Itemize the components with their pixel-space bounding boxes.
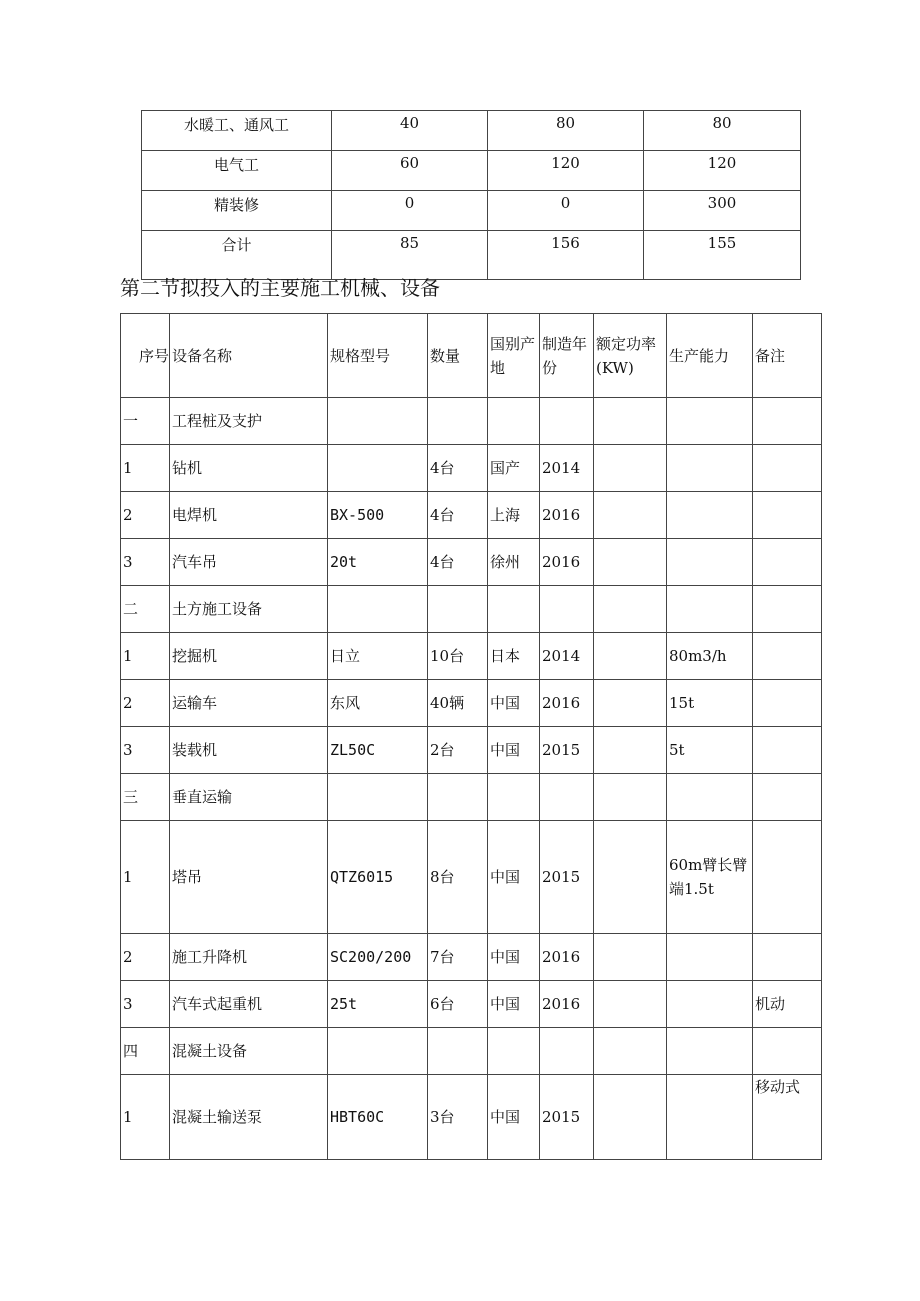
equipment-header-cell: 设备名称 xyxy=(170,314,328,398)
equipment-cell: 2015 xyxy=(540,821,594,934)
equipment-cell: 3台 xyxy=(428,1075,488,1160)
equipment-cell: 5t xyxy=(667,727,753,774)
labor-count-cell: 80 xyxy=(488,111,644,151)
equipment-header-cell: 数量 xyxy=(428,314,488,398)
equipment-cell: 1 xyxy=(121,821,170,934)
labor-trade-cell: 水暖工、通风工 xyxy=(142,111,332,151)
equipment-row xyxy=(121,934,822,981)
equipment-cell: SC200/200 xyxy=(328,934,428,981)
equipment-cell xyxy=(753,445,822,492)
equipment-row xyxy=(121,680,822,727)
equipment-row xyxy=(121,586,822,633)
equipment-cell xyxy=(753,586,822,633)
equipment-cell xyxy=(594,1075,667,1160)
equipment-table xyxy=(120,313,822,1160)
equipment-cell xyxy=(667,1075,753,1160)
equipment-header-cell: 额定功率(KW) xyxy=(594,314,667,398)
labor-count-cell: 156 xyxy=(488,231,644,280)
equipment-cell: 2 xyxy=(121,680,170,727)
equipment-cell xyxy=(667,445,753,492)
equipment-cell xyxy=(488,774,540,821)
equipment-cell: 3 xyxy=(121,981,170,1028)
equipment-cell: 中国 xyxy=(488,727,540,774)
equipment-cell xyxy=(594,539,667,586)
equipment-cell xyxy=(594,821,667,934)
equipment-cell: 日本 xyxy=(488,633,540,680)
labor-count-cell: 80 xyxy=(644,111,801,151)
equipment-cell xyxy=(753,821,822,934)
equipment-row xyxy=(121,774,822,821)
equipment-cell: 中国 xyxy=(488,821,540,934)
equipment-cell xyxy=(594,981,667,1028)
equipment-cell xyxy=(328,586,428,633)
equipment-cell: 1 xyxy=(121,633,170,680)
equipment-cell xyxy=(428,586,488,633)
equipment-header-cell: 制造年份 xyxy=(540,314,594,398)
equipment-cell xyxy=(667,492,753,539)
equipment-cell: 1 xyxy=(121,445,170,492)
equipment-cell xyxy=(540,774,594,821)
equipment-cell xyxy=(594,398,667,445)
equipment-row xyxy=(121,821,822,934)
equipment-cell: 国产 xyxy=(488,445,540,492)
equipment-cell xyxy=(428,398,488,445)
labor-row xyxy=(142,111,801,151)
equipment-cell: 4台 xyxy=(428,445,488,492)
equipment-cell xyxy=(328,445,428,492)
equipment-row xyxy=(121,398,822,445)
equipment-cell: 移动式 xyxy=(753,1075,822,1160)
equipment-header-row xyxy=(121,314,822,398)
equipment-cell: 混凝土设备 xyxy=(170,1028,328,1075)
equipment-cell: 徐州 xyxy=(488,539,540,586)
labor-count-cell: 120 xyxy=(644,151,801,191)
equipment-cell: 2台 xyxy=(428,727,488,774)
equipment-cell xyxy=(488,586,540,633)
labor-count-cell: 60 xyxy=(332,151,488,191)
equipment-row xyxy=(121,633,822,680)
equipment-cell: 土方施工设备 xyxy=(170,586,328,633)
labor-row xyxy=(142,151,801,191)
equipment-row xyxy=(121,981,822,1028)
equipment-cell: 混凝土输送泵 xyxy=(170,1075,328,1160)
section-title: 第二节拟投入的主要施工机械、设备 xyxy=(120,276,440,300)
equipment-header-cell: 国别产地 xyxy=(488,314,540,398)
equipment-cell xyxy=(594,492,667,539)
equipment-cell xyxy=(328,398,428,445)
equipment-cell: 4台 xyxy=(428,539,488,586)
equipment-row xyxy=(121,1028,822,1075)
equipment-cell xyxy=(428,1028,488,1075)
equipment-cell: 80m3/h xyxy=(667,633,753,680)
equipment-cell: 上海 xyxy=(488,492,540,539)
equipment-cell: 汽车吊 xyxy=(170,539,328,586)
equipment-cell: 汽车式起重机 xyxy=(170,981,328,1028)
equipment-cell: 2016 xyxy=(540,981,594,1028)
equipment-cell: 四 xyxy=(121,1028,170,1075)
equipment-cell xyxy=(753,680,822,727)
equipment-cell: 1 xyxy=(121,1075,170,1160)
equipment-cell xyxy=(540,398,594,445)
equipment-row xyxy=(121,539,822,586)
equipment-cell: 工程桩及支护 xyxy=(170,398,328,445)
labor-trade-cell: 精装修 xyxy=(142,191,332,231)
equipment-cell: 一 xyxy=(121,398,170,445)
equipment-cell: 2014 xyxy=(540,445,594,492)
equipment-cell xyxy=(328,1028,428,1075)
equipment-cell xyxy=(594,774,667,821)
equipment-cell: 日立 xyxy=(328,633,428,680)
labor-count-cell: 155 xyxy=(644,231,801,280)
equipment-cell: 3 xyxy=(121,727,170,774)
equipment-cell: HBT60C xyxy=(328,1075,428,1160)
equipment-cell xyxy=(753,398,822,445)
equipment-cell: 机动 xyxy=(753,981,822,1028)
equipment-cell xyxy=(488,1028,540,1075)
equipment-cell: 三 xyxy=(121,774,170,821)
equipment-cell: 中国 xyxy=(488,1075,540,1160)
equipment-cell: BX-500 xyxy=(328,492,428,539)
equipment-cell: QTZ6015 xyxy=(328,821,428,934)
labor-trade-cell: 电气工 xyxy=(142,151,332,191)
labor-count-cell: 85 xyxy=(332,231,488,280)
equipment-cell: 中国 xyxy=(488,680,540,727)
equipment-header-cell: 生产能力 xyxy=(667,314,753,398)
labor-count-cell: 120 xyxy=(488,151,644,191)
equipment-cell: 东风 xyxy=(328,680,428,727)
equipment-cell xyxy=(667,539,753,586)
equipment-cell xyxy=(428,774,488,821)
equipment-cell xyxy=(488,398,540,445)
equipment-cell xyxy=(667,398,753,445)
labor-trade-cell: 合计 xyxy=(142,231,332,280)
labor-count-cell: 0 xyxy=(488,191,644,231)
equipment-cell: 6台 xyxy=(428,981,488,1028)
equipment-cell: 20t xyxy=(328,539,428,586)
equipment-cell xyxy=(753,539,822,586)
equipment-cell: 15t xyxy=(667,680,753,727)
equipment-header-cell: 序号 xyxy=(121,314,170,398)
equipment-cell: 4台 xyxy=(428,492,488,539)
equipment-cell xyxy=(667,1028,753,1075)
equipment-cell: 中国 xyxy=(488,981,540,1028)
equipment-cell: 2016 xyxy=(540,492,594,539)
equipment-cell: 8台 xyxy=(428,821,488,934)
equipment-cell xyxy=(594,727,667,774)
equipment-cell xyxy=(753,934,822,981)
equipment-cell: 7台 xyxy=(428,934,488,981)
equipment-cell: 2015 xyxy=(540,727,594,774)
labor-table xyxy=(141,110,801,280)
equipment-header-cell: 备注 xyxy=(753,314,822,398)
equipment-cell: 2016 xyxy=(540,539,594,586)
labor-row xyxy=(142,191,801,231)
equipment-cell: 60m臂长臂端1.5t xyxy=(667,821,753,934)
equipment-cell: 2 xyxy=(121,492,170,539)
equipment-cell: 2 xyxy=(121,934,170,981)
equipment-cell: 塔吊 xyxy=(170,821,328,934)
equipment-cell: 10台 xyxy=(428,633,488,680)
labor-count-cell: 300 xyxy=(644,191,801,231)
equipment-cell xyxy=(667,586,753,633)
equipment-cell xyxy=(753,774,822,821)
equipment-cell: 25t xyxy=(328,981,428,1028)
equipment-row xyxy=(121,1075,822,1160)
equipment-cell xyxy=(753,727,822,774)
equipment-cell: 2016 xyxy=(540,680,594,727)
equipment-cell xyxy=(667,981,753,1028)
equipment-cell xyxy=(594,934,667,981)
equipment-cell xyxy=(594,1028,667,1075)
equipment-cell xyxy=(667,934,753,981)
equipment-cell xyxy=(753,492,822,539)
equipment-cell: 垂直运输 xyxy=(170,774,328,821)
equipment-cell: 二 xyxy=(121,586,170,633)
equipment-cell xyxy=(540,1028,594,1075)
equipment-cell: 3 xyxy=(121,539,170,586)
equipment-cell: 运输车 xyxy=(170,680,328,727)
equipment-cell xyxy=(594,445,667,492)
equipment-cell: 挖掘机 xyxy=(170,633,328,680)
equipment-cell xyxy=(753,1028,822,1075)
equipment-row xyxy=(121,445,822,492)
equipment-cell: 40辆 xyxy=(428,680,488,727)
equipment-cell xyxy=(594,586,667,633)
equipment-row xyxy=(121,727,822,774)
equipment-row xyxy=(121,492,822,539)
equipment-cell: 装载机 xyxy=(170,727,328,774)
equipment-cell: ZL50C xyxy=(328,727,428,774)
equipment-cell xyxy=(753,633,822,680)
equipment-cell: 2014 xyxy=(540,633,594,680)
equipment-cell xyxy=(328,774,428,821)
equipment-cell: 2015 xyxy=(540,1075,594,1160)
equipment-cell: 电焊机 xyxy=(170,492,328,539)
equipment-cell xyxy=(667,774,753,821)
equipment-cell xyxy=(540,586,594,633)
equipment-cell xyxy=(594,680,667,727)
equipment-header-cell: 规格型号 xyxy=(328,314,428,398)
equipment-cell: 2016 xyxy=(540,934,594,981)
equipment-cell xyxy=(594,633,667,680)
equipment-cell: 钻机 xyxy=(170,445,328,492)
equipment-cell: 中国 xyxy=(488,934,540,981)
labor-count-cell: 0 xyxy=(332,191,488,231)
equipment-cell: 施工升降机 xyxy=(170,934,328,981)
labor-count-cell: 40 xyxy=(332,111,488,151)
